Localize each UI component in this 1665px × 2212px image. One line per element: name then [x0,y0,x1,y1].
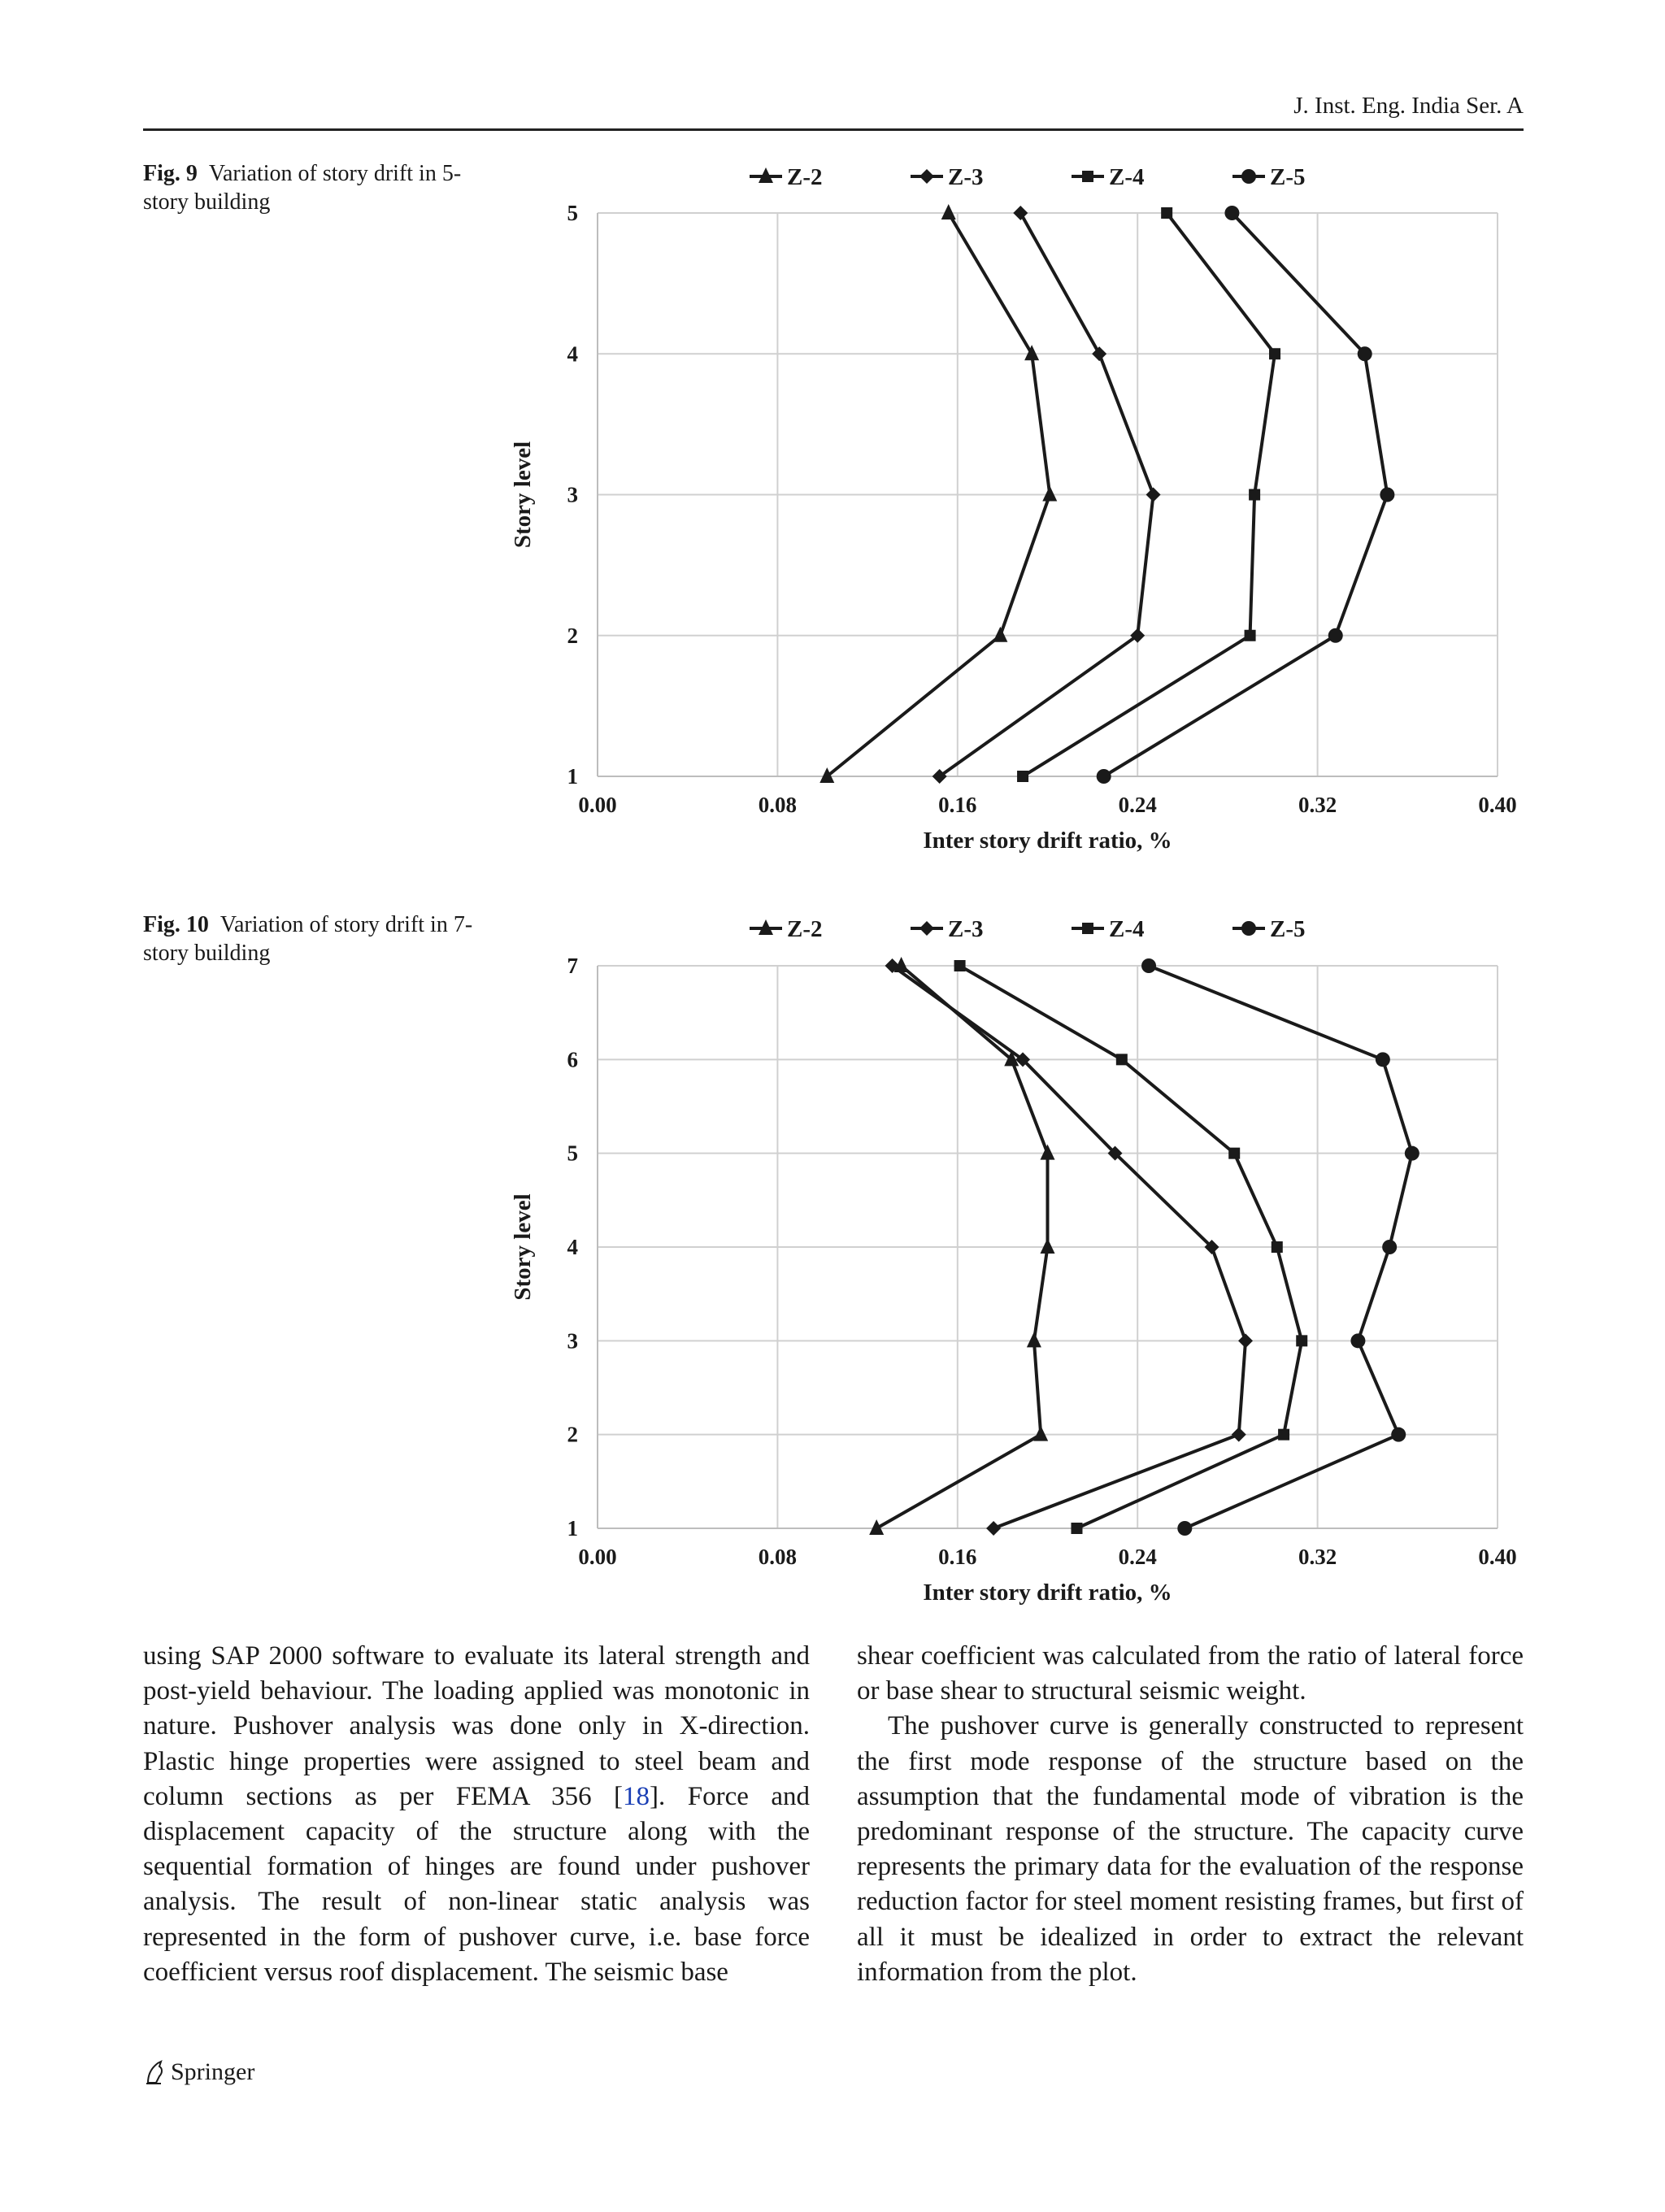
data-point-z-5-story-4 [1382,1240,1397,1254]
x-tick-label: 0.00 [578,793,617,817]
y-tick-label: 1 [567,764,578,789]
legend-label-z-4: Z-4 [1109,916,1145,942]
figure-10-label: Fig. 10 [143,912,209,937]
legend-label-z-4: Z-4 [1109,164,1145,190]
legend-label-z-2: Z-2 [787,916,823,942]
data-point-z-5-story-1 [1177,1521,1192,1536]
x-tick-label: 0.32 [1298,793,1337,817]
data-point-z-4-story-2 [1278,1429,1289,1441]
chart-10-svg [488,906,1545,1622]
data-point-z-4-story-1 [1071,1523,1082,1534]
figure-10-chart [488,906,1545,1622]
legend-marker-z-3 [919,921,934,936]
left-text-part1: using SAP 2000 software to evaluate its lateral strength and post-yield behaviour. The loading applied was monotonic in nature. Pushover analysis was done only in X-direction. Plastic hinge properties were assigned to steel beam and column sections as per FEMA 356 [ [143,1641,810,1811]
y-tick-label: 5 [567,1141,578,1166]
x-tick-label: 0.40 [1478,1545,1517,1569]
x-tick-label: 0.00 [578,1545,617,1569]
y-tick-label: 3 [567,1328,578,1354]
page-header [143,88,1524,131]
body-left-column [143,1639,810,1990]
data-point-z-2-story-3 [1042,486,1057,502]
series-z-2 [869,957,1054,1535]
data-point-z-3-story-2 [1232,1428,1246,1442]
data-point-z-5-story-7 [1141,958,1156,973]
data-point-z-5-story-3 [1350,1333,1365,1348]
y-tick-label: 2 [567,623,578,648]
x-tick-label: 0.32 [1298,1545,1337,1569]
figure-9-caption [143,159,485,216]
data-point-z-5-story-2 [1328,628,1343,643]
legend-marker-z-5 [1241,921,1256,936]
left-text-part2: ]. Force and displacement capacity of the structure along with the sequential formation of hinges are found under pushover analysis. The result of non-linear static analysis was represented in the form of pushover curve, i.e. base force coefficient versus roof displacement. The seismic base [143,1781,810,1987]
legend-marker-z-4 [1082,923,1093,934]
x-tick-label: 0.24 [1118,793,1157,817]
legend-marker-z-3 [919,169,934,184]
y-tick-label: 4 [567,1235,578,1259]
y-tick-label: 1 [567,1516,578,1541]
data-point-z-4-story-4 [1272,1241,1283,1253]
data-point-z-3-story-3 [1146,488,1161,502]
data-point-z-4-story-5 [1161,207,1172,219]
data-point-z-4-story-1 [1017,771,1028,782]
x-tick-label: 0.08 [758,1545,798,1569]
x-tick-label: 0.08 [758,793,798,817]
data-point-z-2-story-3 [1027,1332,1041,1347]
data-point-z-4-story-7 [954,960,966,971]
data-point-z-5-story-4 [1358,346,1372,361]
data-point-z-2-story-2 [1033,1426,1048,1441]
legend-marker-z-5 [1241,169,1256,184]
data-point-z-3-story-4 [1092,346,1106,361]
data-point-z-5-story-3 [1380,488,1394,502]
legend-marker-z-4 [1082,171,1093,182]
x-tick-label: 0.40 [1478,793,1517,817]
legend [750,916,1306,942]
data-point-z-3-story-5 [1013,206,1028,220]
body-right-paragraph-2: The pushover curve is generally constructed to represent the first mode response of the structure based on the assumption that the fundamental mode of vibration is the predominant response of the structure. The capacity curve represents the primary data for the evaluation of the response reduction factor for steel moment resisting frames, but first of all it must be idealized in order to extract the relevant information from the plot. [857,1711,1524,1987]
springer-horse-icon [143,2058,166,2086]
x-axis-title: Inter story drift ratio, % [923,1580,1172,1606]
y-axis-title: Story level [510,1193,536,1301]
data-point-z-4-story-3 [1296,1335,1307,1346]
legend-label-z-3: Z-3 [948,164,984,190]
x-axis-title: Inter story drift ratio, % [923,828,1172,854]
data-point-z-5-story-1 [1097,769,1111,784]
data-point-z-5-story-5 [1405,1146,1419,1161]
figure-9-chart [488,154,1545,870]
y-tick-label: 2 [567,1422,578,1447]
data-point-z-4-story-2 [1245,630,1256,641]
y-tick-label: 5 [567,201,578,225]
y-axis-title: Story level [510,441,536,549]
series-z-2 [819,204,1057,783]
data-point-z-4-story-6 [1116,1054,1128,1065]
citation-link[interactable]: 18 [623,1781,650,1811]
legend-label-z-3: Z-3 [948,916,984,942]
legend-label-z-5: Z-5 [1270,916,1306,942]
x-tick-label: 0.16 [938,793,977,817]
data-point-z-4-story-5 [1228,1148,1240,1159]
journal-title: J. Inst. Eng. India Ser. A [1293,93,1524,119]
publisher-name: Springer [171,2058,255,2085]
figure-9-caption-text: Variation of story drift in 5-story building [143,161,462,215]
x-tick-label: 0.16 [938,1545,977,1569]
data-point-z-2-story-1 [819,767,834,783]
data-point-z-5-story-6 [1376,1052,1390,1067]
body-right-column [857,1639,1524,1990]
figure-10-caption-text: Variation of story drift in 7-story building [143,912,473,966]
data-point-z-2-story-5 [1041,1145,1055,1160]
data-point-z-4-story-4 [1269,348,1280,359]
data-point-z-3-story-3 [1238,1333,1253,1348]
legend-label-z-5: Z-5 [1270,164,1306,190]
figure-10-caption [143,910,485,967]
data-point-z-4-story-3 [1249,489,1260,501]
data-point-z-5-story-5 [1224,206,1239,220]
data-point-z-3-story-1 [986,1521,1001,1536]
data-point-z-2-story-5 [941,204,956,219]
y-tick-label: 4 [567,341,578,367]
page-footer [143,2058,254,2086]
body-left-paragraph [143,1639,810,1990]
legend-label-z-2: Z-2 [787,164,823,190]
body-right-paragraph-1: shear coefficient was calculated from the ratio of lateral force or base shear to structural seismic weight. [857,1641,1524,1706]
y-tick-label: 7 [567,954,578,978]
data-point-z-2-story-2 [993,627,1007,642]
legend [750,164,1306,190]
data-point-z-2-story-4 [1041,1238,1055,1254]
y-tick-label: 6 [567,1047,578,1072]
x-tick-label: 0.24 [1118,1545,1157,1569]
y-tick-label: 3 [567,482,578,507]
data-point-z-5-story-2 [1391,1428,1406,1442]
figure-9-label: Fig. 9 [143,161,198,186]
chart-9-svg [488,154,1545,870]
